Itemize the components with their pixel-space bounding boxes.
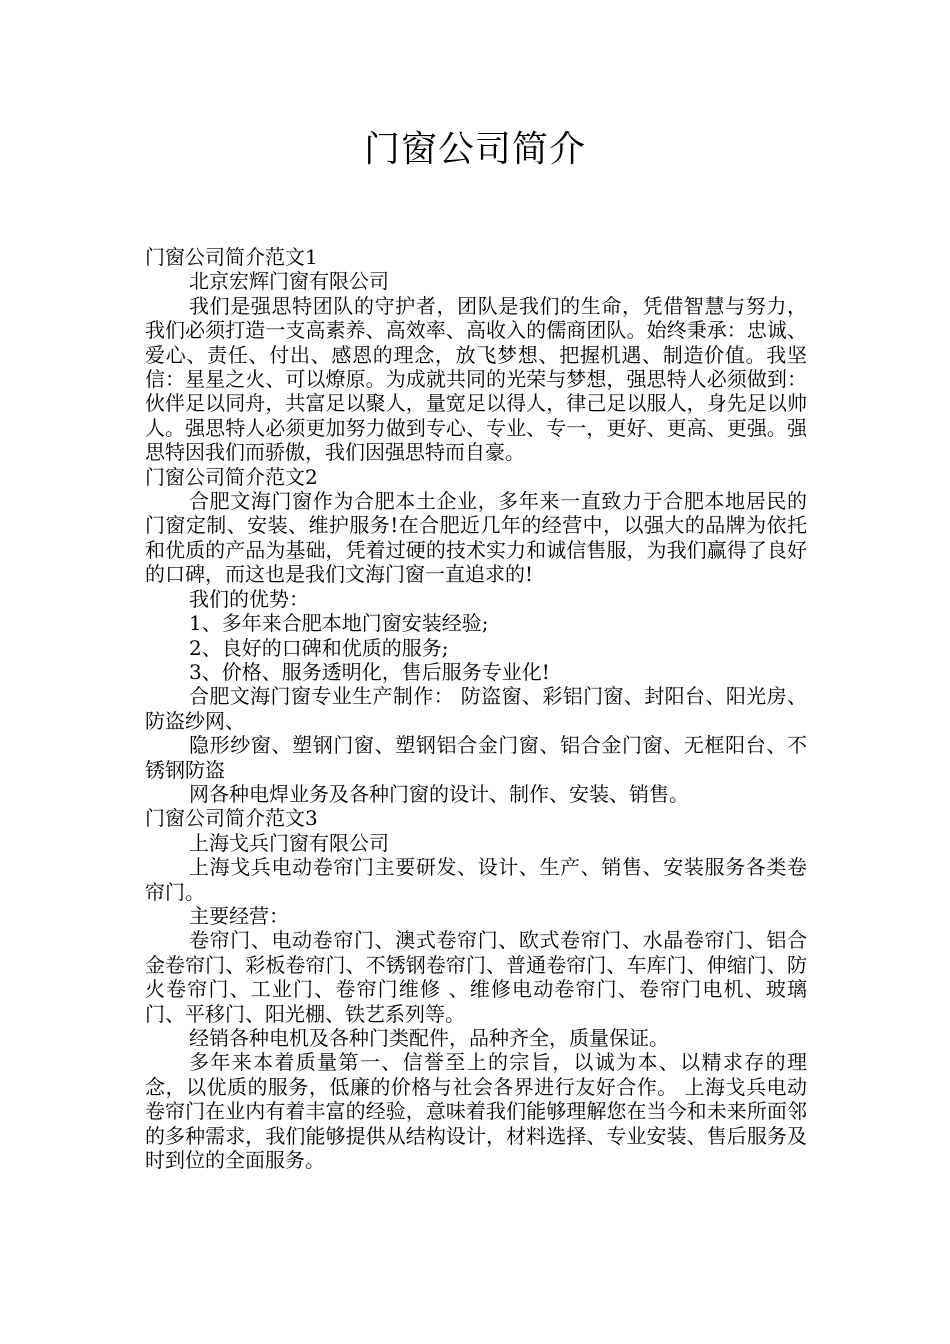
paragraph: 多年来本着质量第一、信誉至上的宗旨，以诚为本、以精求存的理念，以优质的服务，低廉的价格与社会各界进行友好合作。 上海戈兵电动卷帘门在业内有着丰富的经验，意味着我们能够理解您在当今和未来所面邻的多种需求，我们能够提供从结构设计，材料选择、专业安装、售后服务及时到位的全面服务。 bbox=[145, 1050, 807, 1173]
paragraph: 合肥文海门窗专业生产制作： 防盗窗、彩铝门窗、封阳台、阳光房、防盗纱网、 bbox=[145, 684, 807, 733]
section-1 bbox=[145, 245, 807, 465]
section-3 bbox=[145, 806, 807, 1172]
section-heading: 门窗公司简介范文2 bbox=[145, 464, 318, 489]
list-item: 1、多年来合肥本地门窗安装经验; bbox=[189, 611, 489, 636]
document-body bbox=[145, 245, 807, 1172]
section-2 bbox=[145, 465, 807, 807]
list-item: 2、良好的口碑和优质的服务; bbox=[189, 635, 449, 660]
paragraph: 卷帘门、电动卷帘门、澳式卷帘门、欧式卷帘门、水晶卷帘门、铝合金卷帘门、彩板卷帘门、不锈钢卷帘门、普通卷帘门、车库门、伸缩门、防火卷帘门、工业门、卷帘门维修 、维修电动卷帘门、卷帘门电机、玻璃门、平移门、阳光棚、铁艺系列等。 bbox=[145, 928, 807, 1026]
section-heading: 门窗公司简介范文3 bbox=[145, 806, 318, 831]
paragraph: 经销各种电机及各种门类配件，品种齐全，质量保证。 bbox=[189, 1026, 669, 1050]
subheading: 主要经营： bbox=[189, 903, 289, 928]
company-name: 北京宏辉门窗有限公司 bbox=[189, 269, 389, 294]
list-item: 3、价格、服务透明化，售后服务专业化! bbox=[189, 659, 550, 684]
paragraph: 隐形纱窗、塑钢门窗、塑钢铝合金门窗、铝合金门窗、无框阳台、不锈钢防盗 bbox=[145, 733, 807, 782]
paragraph: 我们是强思特团队的守护者，团队是我们的生命，凭借智慧与努力，我们必须打造一支高素养、高效率、高收入的儒商团队。始终秉承：忠诚、爱心、责任、付出、感恩的理念，放飞梦想、把握机遇、制造价值。我坚信：星星之火、可以燎原。为成就共同的光荣与梦想，强思特人必须做到：伙伴足以同舟，共富足以聚人，量宽足以得人，律己足以服人，身先足以帅人。强思特人必须更加努力做到专心、专业、专一，更好、更高、更强。强思特因我们而骄傲，我们因强思特而自豪。 bbox=[145, 293, 807, 465]
paragraph: 上海戈兵电动卷帘门主要研发、设计、生产、销售、安装服务各类卷帘门。 bbox=[145, 855, 807, 904]
paragraph: 合肥文海门窗作为合肥本土企业，多年来一直致力于合肥本地居民的门窗定制、安装、维护服务!在合肥近几年的经营中，以强大的品牌为依托和优质的产品为基础，凭着过硬的技术实力和诚信售服，为我们赢得了良好的口碑，而这也是我们文海门窗一直追求的! bbox=[145, 489, 807, 587]
company-name: 上海戈兵门窗有限公司 bbox=[189, 830, 389, 855]
section-heading: 门窗公司简介范文1 bbox=[145, 245, 318, 269]
paragraph: 网各种电焊业务及各种门窗的设计、制作、安装、销售。 bbox=[189, 781, 689, 806]
subheading: 我们的优势： bbox=[189, 586, 309, 611]
document-title: 门窗公司简介 bbox=[363, 129, 586, 170]
